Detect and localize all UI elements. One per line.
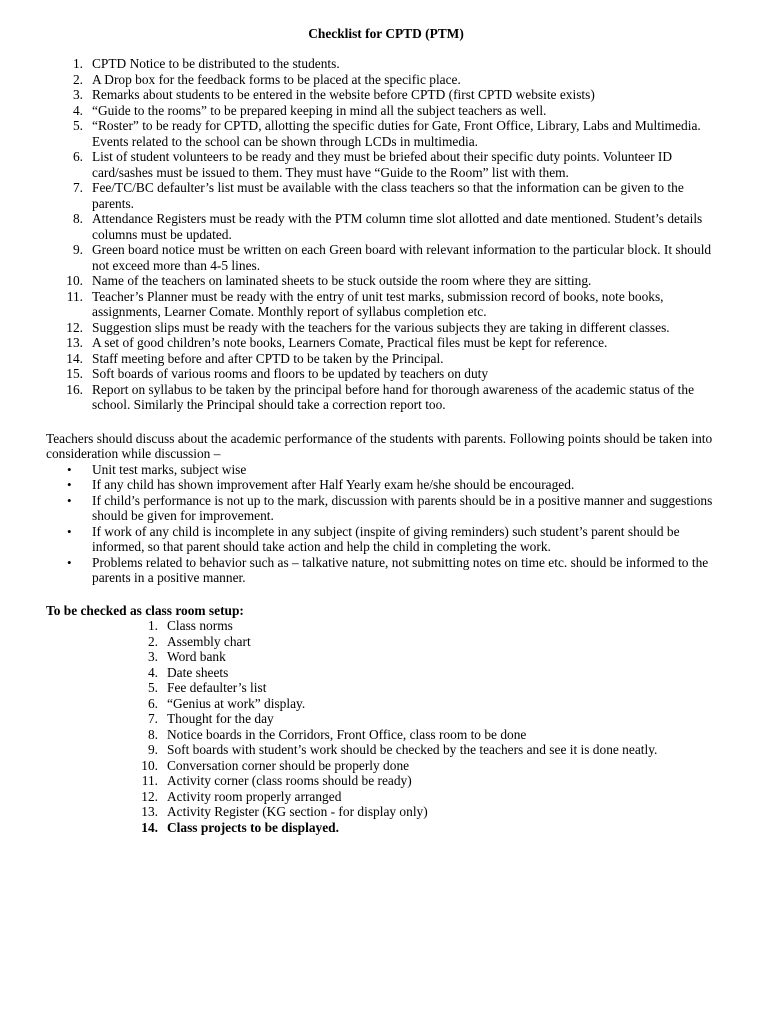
bullet-marker — [46, 524, 92, 555]
bullet-icon: • — [67, 492, 72, 508]
checklist-item — [46, 103, 726, 119]
setup-item-number: 14. — [141, 819, 158, 835]
checklist-item — [46, 118, 726, 149]
discussion-intro: Teachers should discuss about the academic performance of the students with parents. Following points should be taken into consideration while discussion – — [46, 430, 713, 461]
checklist-item-text: Attendance Registers must be ready with the PTM column time slot allotted and date mentioned. Student’s details columns must be updated. — [92, 211, 703, 242]
checklist-item-number: 10. — [66, 273, 83, 288]
discussion-point — [46, 493, 726, 524]
setup-item-number: 5. — [147, 680, 158, 695]
checklist-item-text: “Guide to the rooms” to be prepared keeping in mind all the subject teachers as well. — [92, 102, 547, 118]
checklist-item-number: 12. — [66, 319, 83, 335]
setup-item — [46, 773, 726, 789]
setup-item-text: Activity room properly arranged — [167, 788, 342, 804]
checklist-item-number: 8. — [72, 211, 83, 226]
checklist-item — [46, 289, 726, 320]
setup-item-text: Thought for the day — [167, 711, 274, 726]
checklist-item-text: CPTD Notice to be distributed to the students. — [92, 56, 340, 71]
setup-item — [46, 634, 726, 650]
setup-item-number: 8. — [147, 726, 158, 742]
setup-item-number: 9. — [147, 742, 158, 757]
setup-item-text: Word bank — [167, 649, 226, 664]
setup-title: To be checked as class room setup: — [46, 602, 244, 618]
setup-item-text: Class projects to be displayed. — [167, 819, 339, 835]
setup-item — [46, 696, 726, 712]
checklist-item — [46, 382, 726, 413]
checklist-item-text: Suggestion slips must be ready with the teachers for the various subjects they are taking in different classes. — [92, 319, 670, 335]
bullet-marker — [46, 462, 92, 478]
discussion-point-text: Problems related to behavior such as – talkative nature, not submitting notes on time etc. should be informed to the parents in a positive manner. — [92, 554, 709, 585]
setup-item — [46, 758, 726, 774]
setup-item-text: Class norms — [167, 618, 233, 633]
setup-item-number: 6. — [147, 695, 158, 711]
setup-item — [46, 649, 726, 665]
setup-item-text: Notice boards in the Corridors, Front Office, class room to be done — [167, 726, 527, 742]
checklist-item-text: “Roster” to be ready for CPTD, allotting the specific duties for Gate, Front Office, Library, Labs and Multimedia. Events related to the school can be shown through LCDs in multimedia. — [92, 118, 701, 149]
checklist-item-text: Staff meeting before and after CPTD to be taken by the Principal. — [92, 350, 444, 366]
checklist-item-number: 3. — [72, 87, 83, 102]
setup-item-number: 3. — [147, 649, 158, 664]
bullet-marker — [46, 477, 92, 493]
checklist-item-number: 9. — [72, 242, 83, 257]
setup-item-number: 4. — [147, 664, 158, 680]
setup-item-text: Activity corner (class rooms should be ready) — [167, 773, 412, 788]
setup-item — [46, 711, 726, 727]
checklist-item-number: 16. — [66, 381, 83, 397]
checklist-item — [46, 149, 726, 180]
checklist-item-text: Remarks about students to be entered in the website before CPTD (first CPTD website exists) — [92, 87, 595, 102]
document-title: Checklist for CPTD (PTM) — [308, 26, 464, 41]
checklist-item-text: Teacher’s Planner must be ready with the entry of unit test marks, submission record of books, note books, assignments, Learner Comate. Monthly report of syllabus completion etc. — [92, 288, 664, 319]
bullet-marker — [46, 493, 92, 524]
bullet-marker — [46, 555, 92, 586]
bullet-icon: • — [67, 477, 72, 492]
checklist-item-text: A set of good children’s note books, Learners Comate, Practical files must be kept for reference. — [92, 335, 608, 350]
setup-item-text: Date sheets — [167, 664, 229, 680]
setup-item-text: Soft boards with student’s work should be checked by the teachers and see it is done neatly. — [167, 742, 658, 757]
checklist-item-text: Soft boards of various rooms and floors to be updated by teachers on duty — [92, 366, 489, 381]
discussion-point — [46, 524, 726, 555]
setup-item — [46, 789, 726, 805]
bullet-icon: • — [67, 554, 72, 570]
discussion-points-list — [46, 462, 726, 586]
checklist-item — [46, 273, 726, 289]
checklist-item-text: Name of the teachers on laminated sheets to be stuck outside the room where they are sitting. — [92, 273, 592, 288]
checklist-item-text: Report on syllabus to be taken by the principal before hand for thorough awareness of the academic status of the school. Similarly the Principal should take a correction report too. — [92, 381, 695, 412]
discussion-point-text: If any child has shown improvement after Half Yearly exam he/she should be encouraged. — [92, 477, 575, 492]
checklist-item-text: Fee/TC/BC defaulter’s list must be available with the class teachers so that the information can be given to the parents. — [92, 180, 684, 211]
discussion-point — [46, 477, 726, 493]
checklist-item — [46, 351, 726, 367]
checklist-item-text: Green board notice must be written on each Green board with relevant information to the particular block. It should not exceed more than 4-5 lines. — [92, 242, 712, 273]
setup-item-number: 1. — [147, 618, 158, 633]
checklist-item-number: 1. — [72, 56, 83, 71]
setup-item-text: Conversation corner should be properly done — [167, 757, 410, 773]
setup-item — [46, 665, 726, 681]
bullet-icon: • — [67, 461, 72, 477]
document-page — [46, 26, 726, 835]
setup-item-text: “Genius at work” display. — [167, 695, 306, 711]
discussion-point-text: Unit test marks, subject wise — [92, 461, 247, 477]
setup-item-text: Assembly chart — [167, 633, 251, 649]
checklist-item-number: 13. — [66, 335, 83, 350]
cptd-checklist — [46, 56, 726, 413]
discussion-point — [46, 462, 726, 478]
setup-item-number: 7. — [147, 711, 158, 726]
checklist-item — [46, 366, 726, 382]
setup-item — [46, 680, 726, 696]
checklist-item — [46, 335, 726, 351]
setup-item — [46, 727, 726, 743]
setup-item — [46, 742, 726, 758]
checklist-item — [46, 56, 726, 72]
checklist-item — [46, 72, 726, 88]
discussion-point-text: If work of any child is incomplete in any subject (inspite of giving reminders) such student’s parent should be informed, so that parent should take action and help the child in completing the work. — [92, 523, 680, 554]
checklist-item — [46, 320, 726, 336]
checklist-item-number: 2. — [72, 71, 83, 87]
checklist-item — [46, 242, 726, 273]
checklist-item-text: A Drop box for the feedback forms to be placed at the specific place. — [92, 71, 461, 87]
checklist-item-number: 6. — [72, 149, 83, 164]
discussion-point-text: If child’s performance is not up to the mark, discussion with parents should be in a positive manner and suggestions should be given for improvement. — [92, 492, 713, 523]
checklist-item-number: 7. — [72, 180, 83, 195]
checklist-item-number: 11. — [66, 288, 83, 304]
setup-item-text: Fee defaulter’s list — [167, 680, 267, 695]
setup-item-number: 12. — [141, 788, 158, 804]
setup-item — [46, 618, 726, 634]
setup-item-number: 2. — [147, 633, 158, 649]
checklist-item-text: List of student volunteers to be ready and they must be briefed about their specific duty points. Volunteer ID card/sashes must be issued to them. They must have “Guide to the Room” list with them. — [92, 149, 673, 180]
checklist-item-number: 14. — [66, 350, 83, 366]
setup-item-number: 10. — [141, 757, 158, 773]
bullet-icon: • — [67, 523, 72, 539]
classroom-setup-list — [46, 618, 726, 835]
setup-item — [46, 820, 726, 836]
setup-item-text: Activity Register (KG section - for display only) — [167, 804, 428, 819]
setup-item-number: 11. — [141, 773, 158, 788]
checklist-item — [46, 87, 726, 103]
checklist-item-number: 4. — [72, 102, 83, 118]
checklist-item-number: 5. — [72, 118, 83, 133]
setup-item — [46, 804, 726, 820]
setup-item-number: 13. — [141, 804, 158, 819]
checklist-item — [46, 180, 726, 211]
discussion-point — [46, 555, 726, 586]
checklist-item-number: 15. — [66, 366, 83, 381]
checklist-item — [46, 211, 726, 242]
